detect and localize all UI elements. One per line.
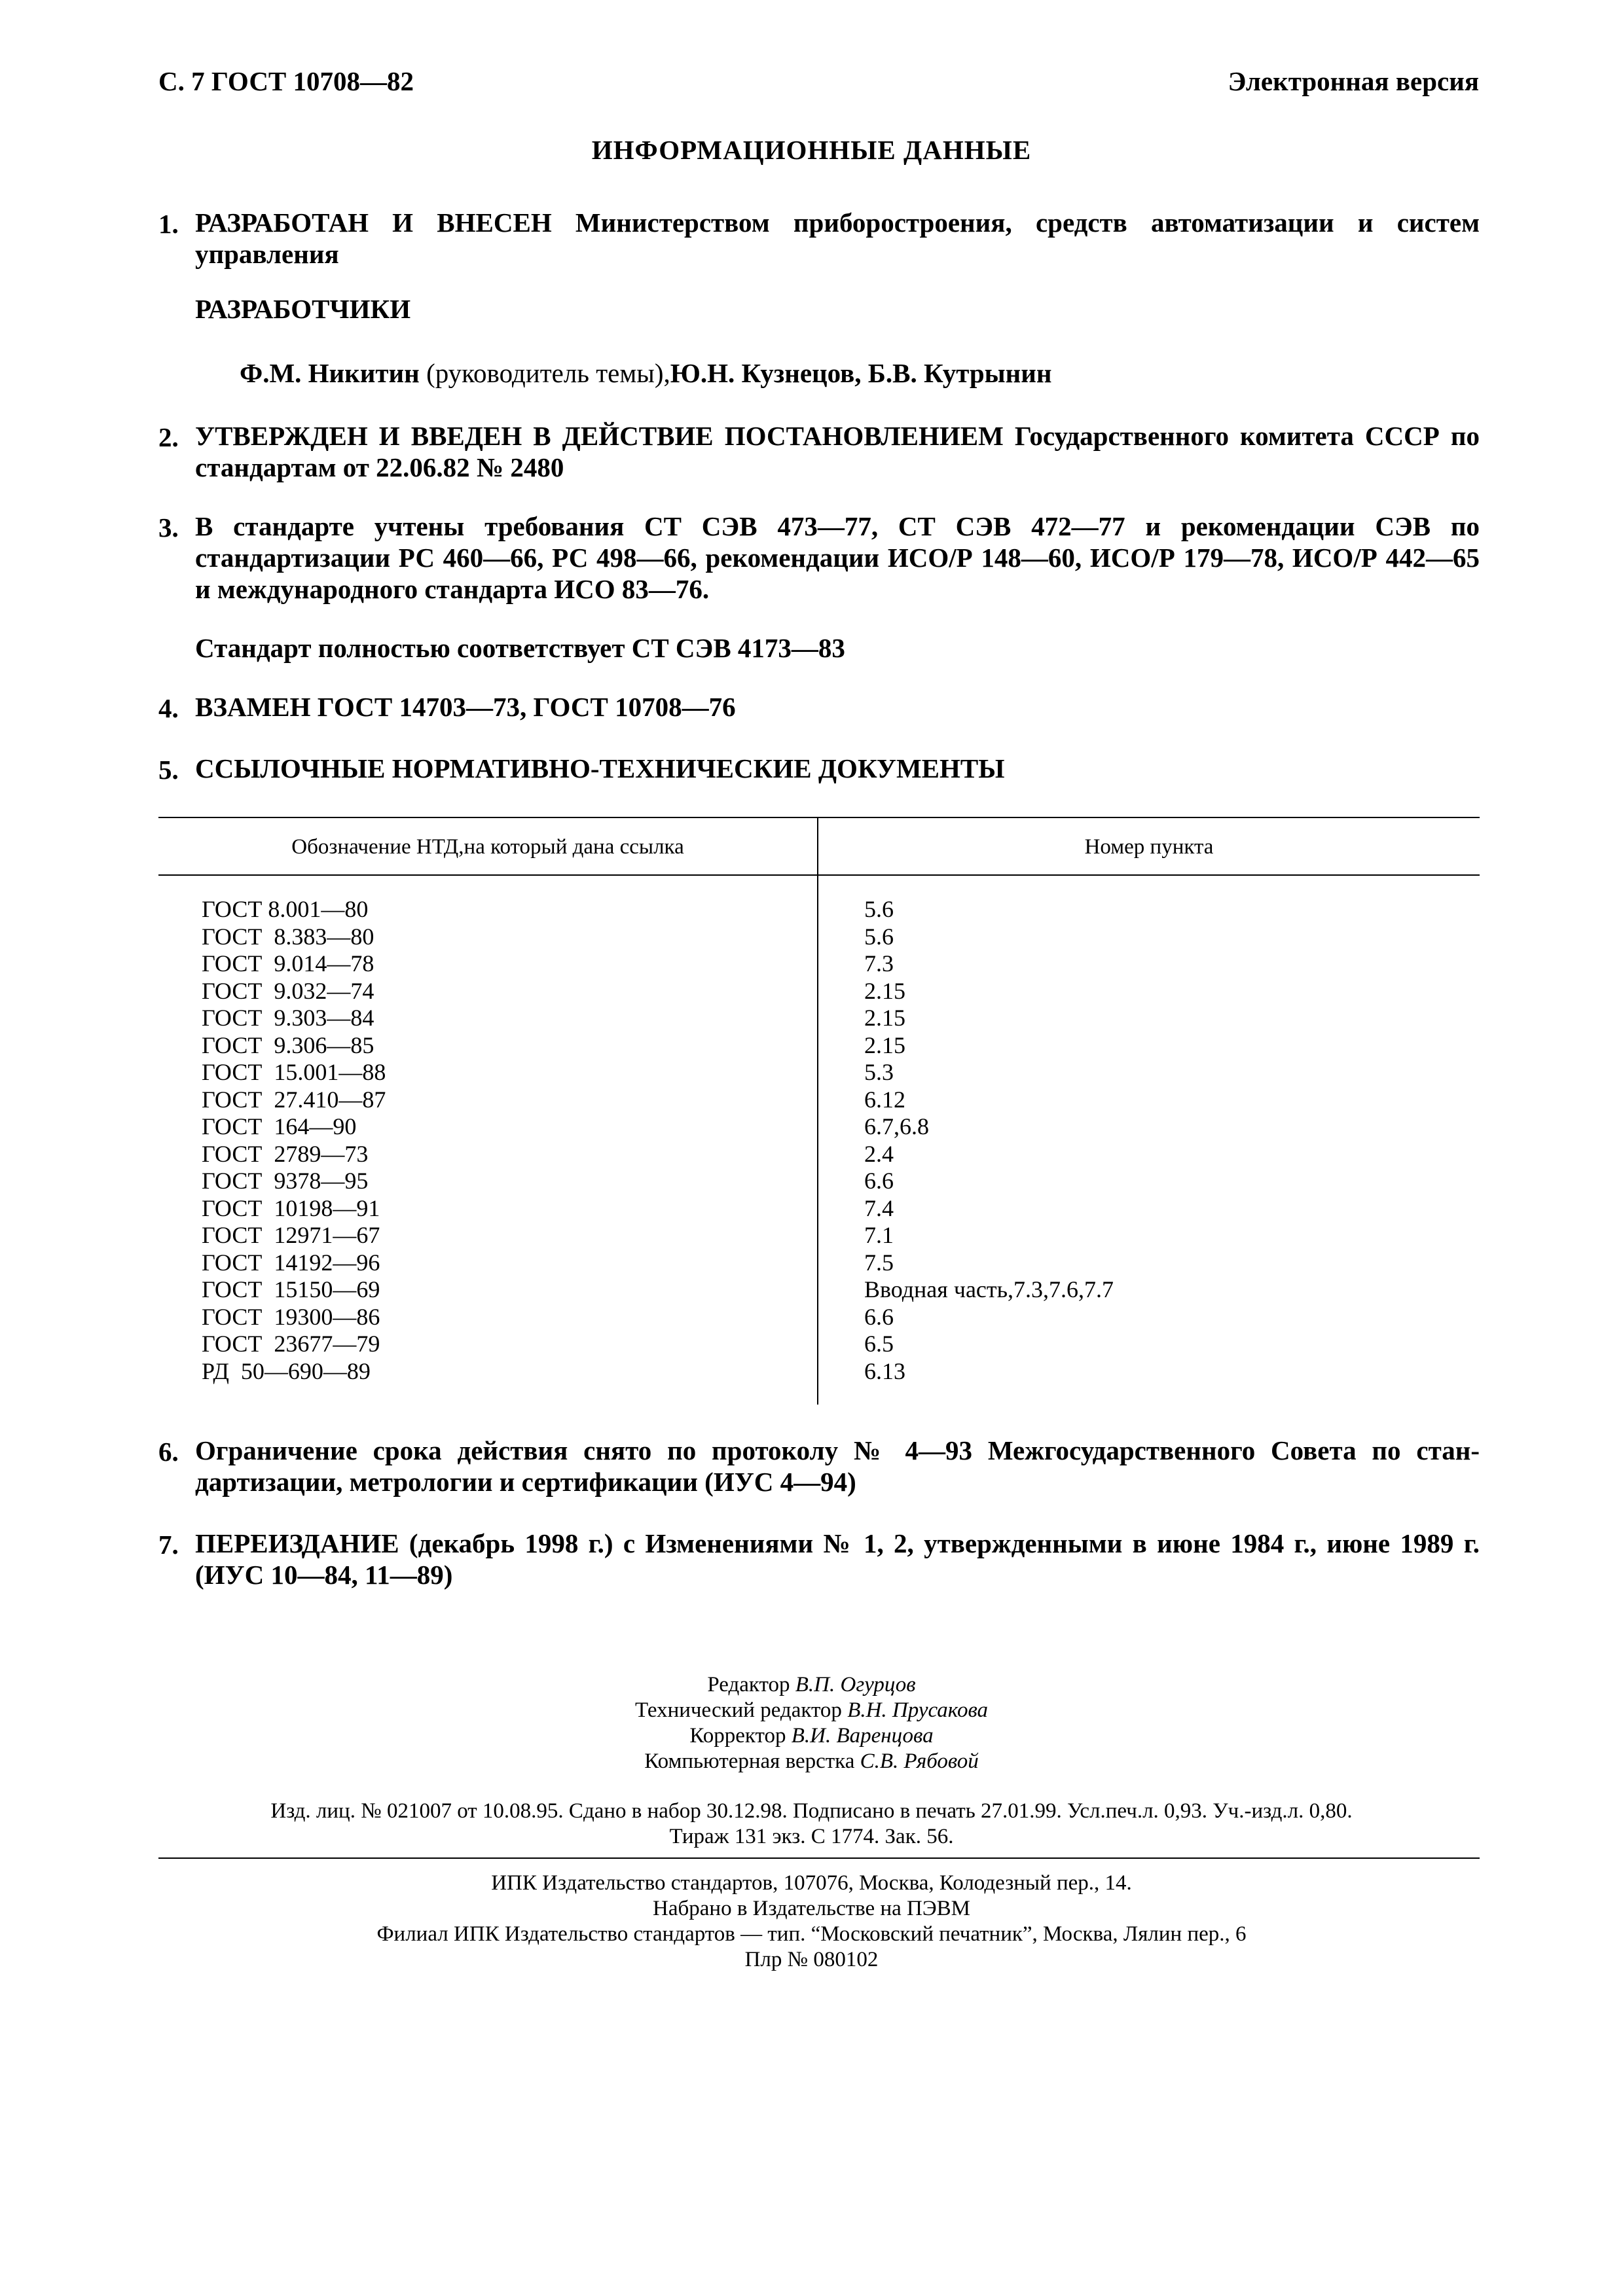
item-6-number: 6. [158,1437,179,1467]
publisher-block [0,1871,1623,1973]
imprint-line-2: Тираж 131 экз. С 1774. Зак. 56. [669,1825,954,1848]
developers-heading: РАЗРАБОТЧИКИ [195,294,411,324]
table-cell-point: 2.4 [864,1140,894,1167]
table-cell-document: ГОСТ 12971—67 [202,1222,380,1248]
item-2-lead: УТВЕРЖДЕН И ВВЕДЕН В ДЕЙСТВИЕ ПОСТАНОВЛЕНИЕМ [195,421,1004,451]
table-cell-document: РД 50—690—89 [202,1357,371,1384]
imprint-line-1: Изд. лиц. № 021007 от 10.08.95. Сдано в набор 30.12.98. Подписано в печать 27.01.99. Усл.печ.л. 0,93. Уч.-изд.л. 0,80. [270,1799,1353,1823]
credit-layout-name: С.В. Рябовой [860,1749,979,1773]
table-cell-point: 5.3 [864,1059,894,1085]
electronic-version-label: Электронная версия [1228,66,1479,96]
publisher-line-3: Филиал ИПК Издательство стандартов — тип. “Московский печатник”, Москва, Лялин пер., 6 [376,1922,1247,1946]
table-cell-document: ГОСТ 27.410—87 [202,1086,386,1113]
table-cell-document: ГОСТ 15.001—88 [202,1059,386,1085]
developers-list [240,357,1052,389]
table-cell-point: 5.6 [864,896,894,922]
table-cell-point: 6.7,6.8 [864,1113,929,1139]
table-cell-point: 6.6 [864,1303,894,1330]
table-points-column [864,896,1114,1385]
item-7-text [195,1528,1480,1590]
credit-editor-label: Редактор [707,1673,795,1696]
credit-layout-label: Компьютерная верстка [644,1749,860,1773]
table-cell-point: 5.6 [864,923,894,950]
table-cell-point: 2.15 [864,977,905,1004]
credits-block [0,1672,1623,1774]
item-3-number: 3. [158,512,179,543]
table-cell-point: 7.5 [864,1249,894,1276]
imprint-rule [158,1857,1480,1859]
credit-editor-name: В.П. Огурцов [795,1673,916,1696]
table-header-point: Номер пункта [1084,835,1214,859]
table-column-divider [817,817,818,1405]
table-cell-document: ГОСТ 9.306—85 [202,1031,374,1058]
table-cell-point: 7.3 [864,950,894,977]
credit-tech-editor-name: В.Н. Прусакова [847,1698,989,1722]
table-cell-document: ГОСТ 164—90 [202,1113,357,1139]
table-cell-point: 2.15 [864,1005,905,1031]
table-cell-document: ГОСТ 9378—95 [202,1168,369,1194]
item-4-text: ВЗАМЕН ГОСТ 14703—73, ГОСТ 10708—76 [195,692,736,722]
item-2-body: Государственного комитета СССР по стандартам от 22.06.82 № 2480 [195,421,1480,482]
item-7-body: (декабрь 1998 г.) с Изменениями № 1, 2, утвержденными в июне 1984 г., июне 1989 г. (ИУС 10—84, 11—89) [195,1528,1480,1590]
table-cell-point: 7.4 [864,1194,894,1221]
item-2-number: 2. [158,422,179,452]
table-cell-document: ГОСТ 19300—86 [202,1303,380,1330]
item-2-text [195,420,1480,483]
item-7-lead: ПЕРЕИЗДАНИЕ [195,1528,399,1558]
item-3-note: Стандарт полностью соответствует СТ СЭВ 4173—83 [195,633,845,663]
item-5-number: 5. [158,755,179,785]
item-1-number: 1. [158,209,179,239]
table-cell-point: 6.12 [864,1086,905,1113]
table-cell-document: ГОСТ 15150—69 [202,1276,380,1302]
item-6-text: Ограничение срока действия снято по протоколу № 4—93 Межгосударственного Совета по стан-дартизации, метрологии и сертификации (ИУС 4—94) [195,1435,1480,1497]
table-cell-point: 2.15 [864,1031,905,1058]
credit-corrector-label: Корректор [689,1724,792,1748]
developer-others: Ю.Н. Кузнецов, Б.В. Кутрынин [670,358,1052,388]
item-1-text [195,207,1480,270]
publisher-line-4: Плр № 080102 [744,1948,879,1971]
table-cell-point: 6.6 [864,1168,894,1194]
credit-corrector [0,1723,1623,1749]
table-cell-point: Вводная часть,7.3,7.6,7.7 [864,1276,1114,1302]
table-cell-document: ГОСТ 9.014—78 [202,950,374,977]
table-cell-document: ГОСТ 14192—96 [202,1249,380,1276]
credit-corrector-name: В.И. Варенцова [791,1724,934,1748]
developer-lead-role: (руководитель темы), [419,358,670,388]
table-cell-point: 6.5 [864,1331,894,1357]
table-header-document: Обозначение НТД,на который дана ссылка [291,835,684,859]
table-cell-document: ГОСТ 9.303—84 [202,1005,374,1031]
table-top-rule [158,817,1480,818]
table-header-rule [158,874,1480,876]
developer-lead-name: Ф.М. Никитин [240,358,420,388]
table-cell-point: 6.13 [864,1357,905,1384]
publisher-line-1: ИПК Издательство стандартов, 107076, Москва, Колодезный пер., 14. [491,1871,1132,1895]
imprint-block [0,1799,1623,1850]
table-cell-document: ГОСТ 10198—91 [202,1194,380,1221]
credit-tech-editor [0,1698,1623,1723]
item-4-number: 4. [158,693,179,723]
credit-layout [0,1749,1623,1774]
table-cell-document: ГОСТ 8.383—80 [202,923,374,950]
table-cell-document: ГОСТ 23677—79 [202,1331,380,1357]
table-cell-document: ГОСТ 9.032—74 [202,977,374,1004]
page-number-header: С. 7 ГОСТ 10708—82 [158,66,414,96]
item-3-text: В стандарте учтены требования СТ СЭВ 473—77, СТ СЭВ 472—77 и рекомендации СЭВ по стандартизации РС 460—66, РС 498—66, рекомендации ИСО/Р 148—60, ИСО/Р 179—78, ИСО/Р 442—65 и международного стандарта ИСО 83—76. [195,511,1480,604]
table-cell-document: ГОСТ 2789—73 [202,1140,369,1167]
table-documents-column [202,896,386,1385]
item-1-lead: РАЗРАБОТАН И ВНЕСЕН [195,207,552,238]
item-1-body: Министерством приборостроения, средств автоматизации и систем управления [195,207,1480,269]
page-title: ИНФОРМАЦИОННЫЕ ДАННЫЕ [591,135,1032,165]
item-7-number: 7. [158,1530,179,1560]
publisher-line-2: Набрано в Издательстве на ПЭВМ [653,1897,970,1920]
credit-tech-editor-label: Технический редактор [634,1698,848,1722]
item-5-text: ССЫЛОЧНЫЕ НОРМАТИВНО-ТЕХНИЧЕСКИЕ ДОКУМЕНТЫ [195,753,1005,783]
credit-editor [0,1672,1623,1698]
table-cell-point: 7.1 [864,1222,894,1248]
table-cell-document: ГОСТ 8.001—80 [202,896,369,922]
